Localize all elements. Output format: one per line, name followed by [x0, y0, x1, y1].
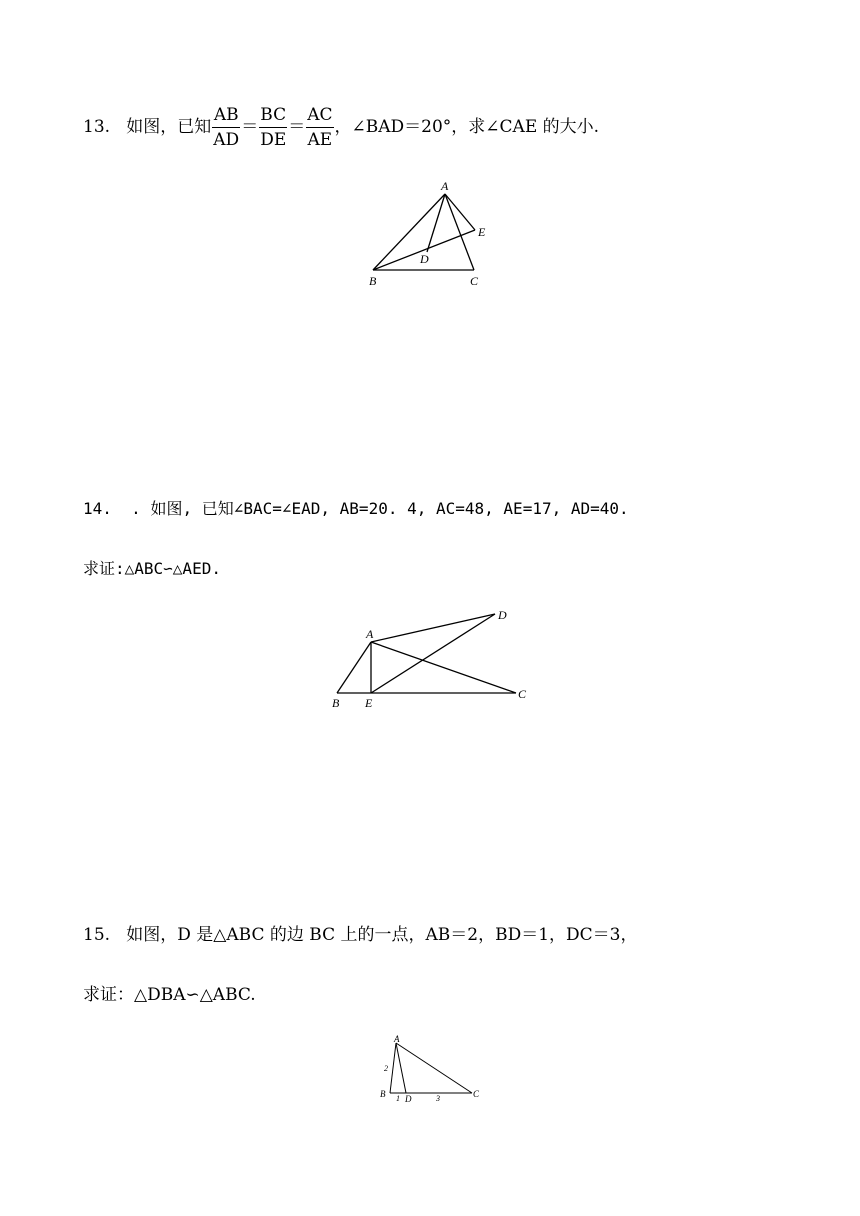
q13-number: 13. [83, 117, 111, 137]
q15-label-d: D [405, 1094, 412, 1104]
q13-label-c: C [470, 274, 479, 288]
q13-fraction-ab-ad [212, 103, 240, 152]
q15-measure-ab: 2 [384, 1064, 388, 1073]
q13-label-e: E [478, 225, 486, 239]
q15-measure-bd: 1 [396, 1094, 400, 1103]
q15-figure [374, 1034, 486, 1106]
q13-fraction-ac-ae [306, 103, 333, 152]
q13-label-d: D [420, 252, 429, 266]
q15-label-b: B [380, 1089, 386, 1099]
q14-figure [328, 604, 538, 714]
q15-statement [83, 920, 637, 945]
q13-fraction-bc-de [259, 103, 287, 152]
q13-label-b: B [369, 274, 377, 288]
q13-lead: 如图，已知 [126, 117, 212, 137]
q13-frac1-numerator: AB [212, 103, 240, 128]
q13-equals-2: ＝ [288, 117, 306, 137]
q14-label-e: E [365, 696, 373, 710]
q15-number: 15. [83, 925, 111, 945]
q13-frac3-numerator: AC [306, 103, 333, 128]
q13-statement [83, 103, 599, 152]
q14-statement [83, 496, 629, 519]
q14-label-a: A [366, 627, 374, 641]
q13-tail: ，∠BAD＝20°，求∠CAE 的大小. [334, 117, 600, 137]
q14-label-c: C [518, 687, 527, 701]
q14-prove: 求证:△ABC∽△AED. [83, 559, 221, 578]
q14-label-b: B [332, 696, 340, 710]
q13-figure [360, 176, 500, 292]
q15-label-a: A [394, 1034, 400, 1044]
q15-measure-dc: 3 [436, 1094, 440, 1103]
q15-label-c: C [473, 1089, 480, 1099]
q13-frac2-numerator: BC [259, 103, 287, 128]
q15-prove: 求证：△DBA∽△ABC. [83, 985, 256, 1005]
q13-equals-1: ＝ [241, 117, 259, 137]
q13-frac3-denominator: AE [307, 130, 333, 150]
q14-text: . 如图, 已知∠BAC=∠EAD, AB=20. 4, AC=48, AE=17, AD=40. [131, 499, 629, 518]
q14-number: 14. [83, 499, 112, 518]
q14-label-d: D [498, 608, 507, 622]
q15-text: 如图，D 是△ABC 的边 BC 上的一点，AB＝2，BD＝1，DC＝3， [126, 925, 638, 945]
q13-frac2-denominator: DE [260, 130, 287, 150]
q13-label-a: A [441, 179, 449, 193]
q13-frac1-denominator: AD [213, 130, 240, 150]
